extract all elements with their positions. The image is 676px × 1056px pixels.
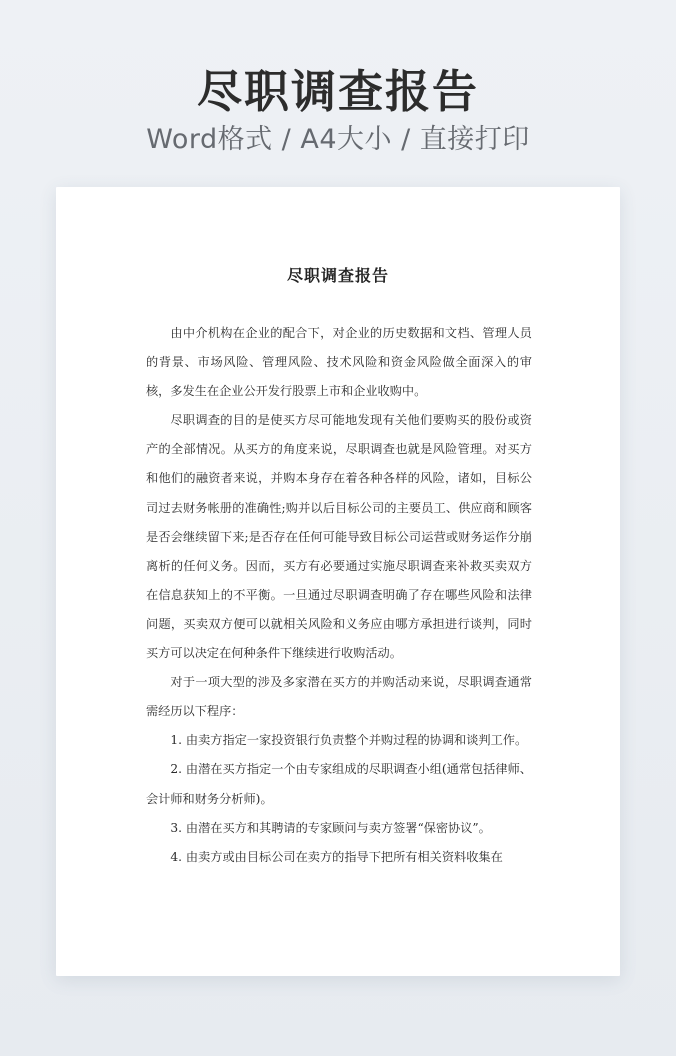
hero-title: 尽职调查报告 <box>196 65 479 118</box>
document-list-item: 2. 由潜在买方指定一个由专家组成的尽职调查小组(通常包括律师、会计师和财务分析师)。 <box>146 762 532 806</box>
document-paragraph: 对于一项大型的涉及多家潜在买方的并购活动来说，尽职调查通常需经历以下程序： <box>146 675 532 719</box>
document-paragraph: 尽职调查的目的是使买方尽可能地发现有关他们要购买的股份或资产的全部情况。从买方的角度来说，尽职调查也就是风险管理。对买方和他们的融资者来说，并购本身存在着各种各样的风险，诸如，目标公司过去财务帐册的准确性;购并以后目标公司的主要员工、供应商和顾客是否会继续留下来;是否存在任何可能导致目标公司运营或财务运作分崩离析的任何义务。因而，买方有必要通过实施尽职调查来补救买卖双方在信息获知上的不平衡。一旦通过尽职调查明确了存在哪些风险和法律问题，买卖双方便可以就相关风险和义务应由哪方承担进行谈判，同时买方可以决定在何种条件下继续进行收购活动。 <box>146 413 532 661</box>
document-body <box>146 319 532 872</box>
document-list-item: 1. 由卖方指定一家投资银行负责整个并购过程的协调和谈判工作。 <box>170 733 528 748</box>
hero-subtitle: Word格式 / A4大小 / 直接打印 <box>146 124 530 155</box>
document-title: 尽职调查报告 <box>286 266 389 285</box>
document-list-item: 3. 由潜在买方和其聘请的专家顾问与卖方签署“保密协议”。 <box>170 820 491 835</box>
hero-header <box>0 64 676 158</box>
document-paragraph: 由中介机构在企业的配合下，对企业的历史数据和文档、管理人员的背景、市场风险、管理风险、技术风险和资金风险做全面深入的审核，多发生在企业公开发行股票上市和企业收购中。 <box>146 326 532 399</box>
document-list-item: 4. 由卖方或由目标公司在卖方的指导下把所有相关资料收集在 <box>170 849 503 864</box>
document-page <box>56 187 620 976</box>
